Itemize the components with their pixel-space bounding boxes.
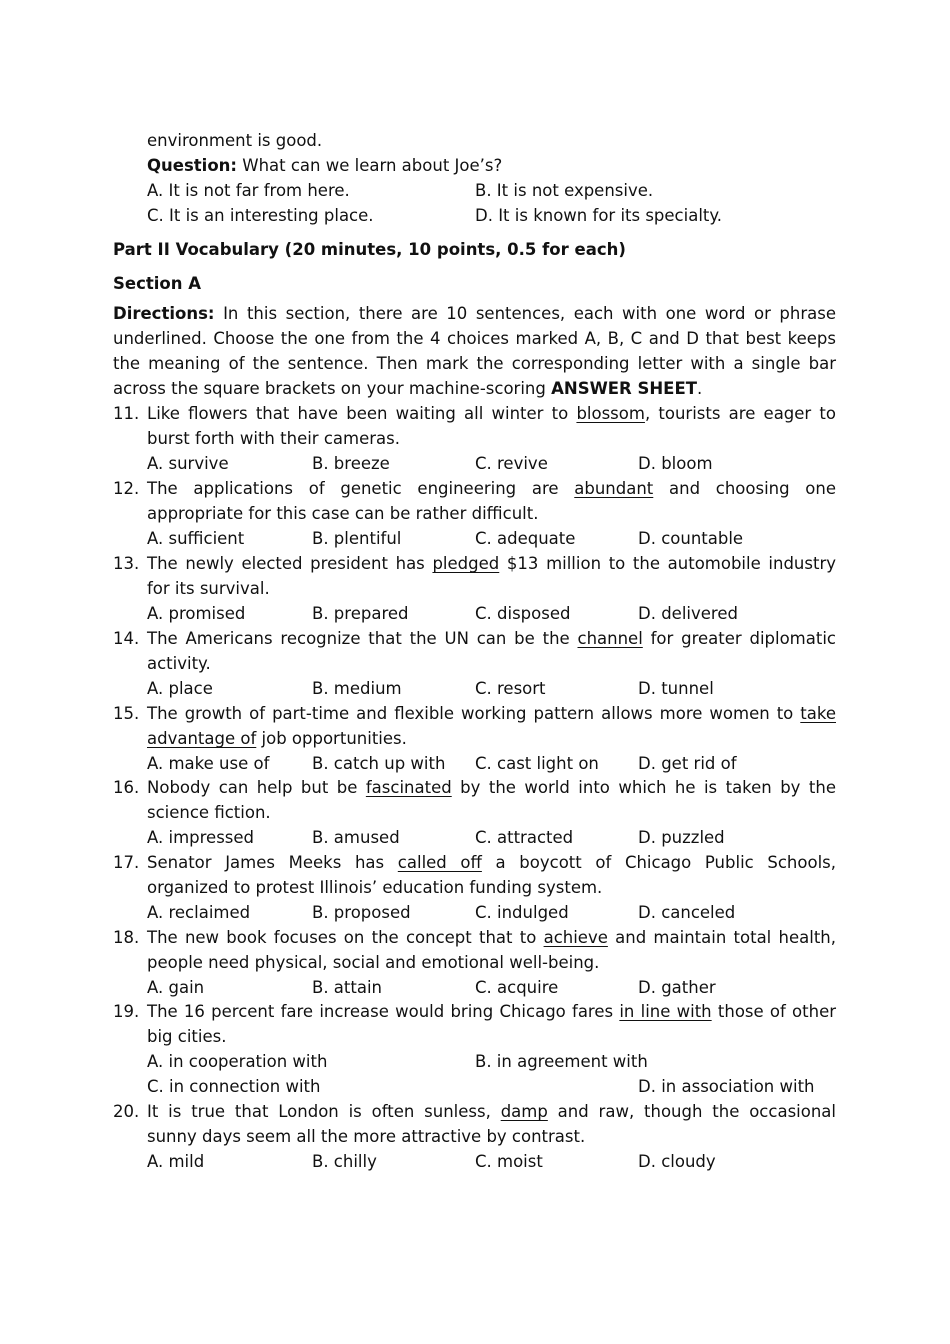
option-a: A. reclaimed (147, 903, 251, 922)
question-stem: The applications of genetic engineering are abundant and choosing one (147, 479, 836, 498)
option-a: A. impressed (147, 828, 255, 847)
option-a: A. mild (147, 1152, 205, 1171)
option-d: D. tunnel (638, 679, 714, 698)
part-title: Part II Vocabulary (20 minutes, 10 points, 0.5 for each) (113, 240, 626, 259)
question-stem-cont: organized to protest Illinois’ education funding system. (147, 878, 603, 897)
prev-option-b: B. It is not expensive. (475, 181, 654, 200)
question-stem-cont: sunny days seem all the more attractive by contrast. (147, 1127, 586, 1146)
option-d: D. delivered (638, 604, 738, 623)
option-c: C. in connection with (147, 1077, 321, 1096)
question-stem-cont: burst forth with their cameras. (147, 429, 400, 448)
question-stem-cont: appropriate for this case can be rather difficult. (147, 504, 539, 523)
question-text: What can we learn about Joe’s? (237, 156, 503, 175)
underlined-word: damp (500, 1102, 548, 1121)
option-a: A. promised (147, 604, 246, 623)
directions-line-2: underlined. Choose the one from the 4 choices marked A, B, C and D that best keeps (113, 329, 836, 348)
question-number: 20. (113, 1102, 140, 1121)
option-c: C. revive (475, 454, 548, 473)
option-c: C. indulged (475, 903, 569, 922)
question-number: 11. (113, 404, 140, 423)
question-number: 13. (113, 554, 140, 573)
question-number: 14. (113, 629, 140, 648)
question-stem-cont: for its survival. (147, 579, 270, 598)
directions-line-3: the meaning of the sentence. Then mark the corresponding letter with a single bar (113, 354, 836, 373)
underlined-word: abundant (574, 479, 654, 498)
question-stem: Like flowers that have been waiting all winter to blossom, tourists are eager to (147, 404, 836, 423)
question-stem-cont: activity. (147, 654, 211, 673)
prev-question-tail: environment is good. (147, 131, 323, 150)
option-b: B. in agreement with (475, 1052, 648, 1071)
underlined-word: advantage of (147, 729, 257, 748)
option-d: D. cloudy (638, 1152, 716, 1171)
directions-line-1: Directions: In this section, there are 10 sentences, each with one word or phrase (113, 304, 836, 323)
option-c: C. disposed (475, 604, 571, 623)
option-d: D. canceled (638, 903, 736, 922)
option-b: B. prepared (312, 604, 409, 623)
option-c: C. moist (475, 1152, 543, 1171)
option-d: D. gather (638, 978, 716, 997)
option-b: B. attain (312, 978, 383, 997)
directions-label: Directions: (113, 304, 215, 323)
option-b: B. chilly (312, 1152, 377, 1171)
question-stem-cont: advantage of job opportunities. (147, 729, 407, 748)
prev-option-a: A. It is not far from here. (147, 181, 350, 200)
answer-sheet-label: ANSWER SHEET (551, 379, 697, 398)
question-stem: The 16 percent fare increase would bring Chicago fares in line with those of other (147, 1002, 836, 1021)
option-a: A. place (147, 679, 213, 698)
question-stem: The newly elected president has pledged $13 million to the automobile industry (147, 554, 836, 573)
question-stem: The growth of part-time and flexible working pattern allows more women to take (147, 704, 836, 723)
question-stem: Senator James Meeks has called off a boycott of Chicago Public Schools, (147, 853, 836, 872)
option-d: D. get rid of (638, 754, 737, 773)
option-c: C. attracted (475, 828, 574, 847)
underlined-word: pledged (432, 554, 500, 573)
question-stem: The Americans recognize that the UN can be the channel for greater diplomatic (147, 629, 836, 648)
option-a: A. sufficient (147, 529, 245, 548)
option-c: C. cast light on (475, 754, 599, 773)
question-stem-cont: big cities. (147, 1027, 227, 1046)
underlined-word: fascinated (365, 778, 452, 797)
option-c: C. acquire (475, 978, 559, 997)
underlined-word: take (800, 704, 836, 723)
prev-option-c: C. It is an interesting place. (147, 206, 374, 225)
option-a: A. gain (147, 978, 205, 997)
question-stem-cont: people need physical, social and emotional well-being. (147, 953, 600, 972)
question-stem-cont: science fiction. (147, 803, 271, 822)
prev-question (147, 156, 502, 176)
option-d: D. in association with (638, 1077, 815, 1096)
underlined-word: channel (577, 629, 643, 648)
prev-option-d: D. It is known for its specialty. (475, 206, 723, 225)
option-d: D. countable (638, 529, 744, 548)
section-title: Section A (113, 274, 201, 293)
question-number: 17. (113, 853, 140, 872)
question-stem: Nobody can help but be fascinated by the world into which he is taken by the (147, 778, 836, 797)
option-a: A. make use of (147, 754, 270, 773)
option-a: A. in cooperation with (147, 1052, 328, 1071)
option-b: B. catch up with (312, 754, 446, 773)
option-b: B. plentiful (312, 529, 402, 548)
option-d: D. bloom (638, 454, 713, 473)
option-a: A. survive (147, 454, 229, 473)
option-b: B. medium (312, 679, 402, 698)
option-c: C. adequate (475, 529, 576, 548)
question-number: 18. (113, 928, 140, 947)
option-b: B. proposed (312, 903, 411, 922)
directions-line-4: across the square brackets on your machine-scoring ANSWER SHEET. (113, 379, 703, 398)
underlined-word: blossom (576, 404, 645, 423)
option-c: C. resort (475, 679, 546, 698)
question-number: 16. (113, 778, 140, 797)
option-b: B. amused (312, 828, 400, 847)
question-number: 12. (113, 479, 140, 498)
option-b: B. breeze (312, 454, 390, 473)
question-stem: The new book focuses on the concept that to achieve and maintain total health, (147, 928, 836, 947)
question-stem: It is true that London is often sunless, damp and raw, though the occasional (147, 1102, 836, 1121)
question-number: 15. (113, 704, 140, 723)
question-label: Question: (147, 156, 238, 175)
underlined-word: in line with (619, 1002, 712, 1021)
underlined-word: achieve (543, 928, 608, 947)
underlined-word: called off (397, 853, 482, 872)
question-number: 19. (113, 1002, 140, 1021)
option-d: D. puzzled (638, 828, 725, 847)
